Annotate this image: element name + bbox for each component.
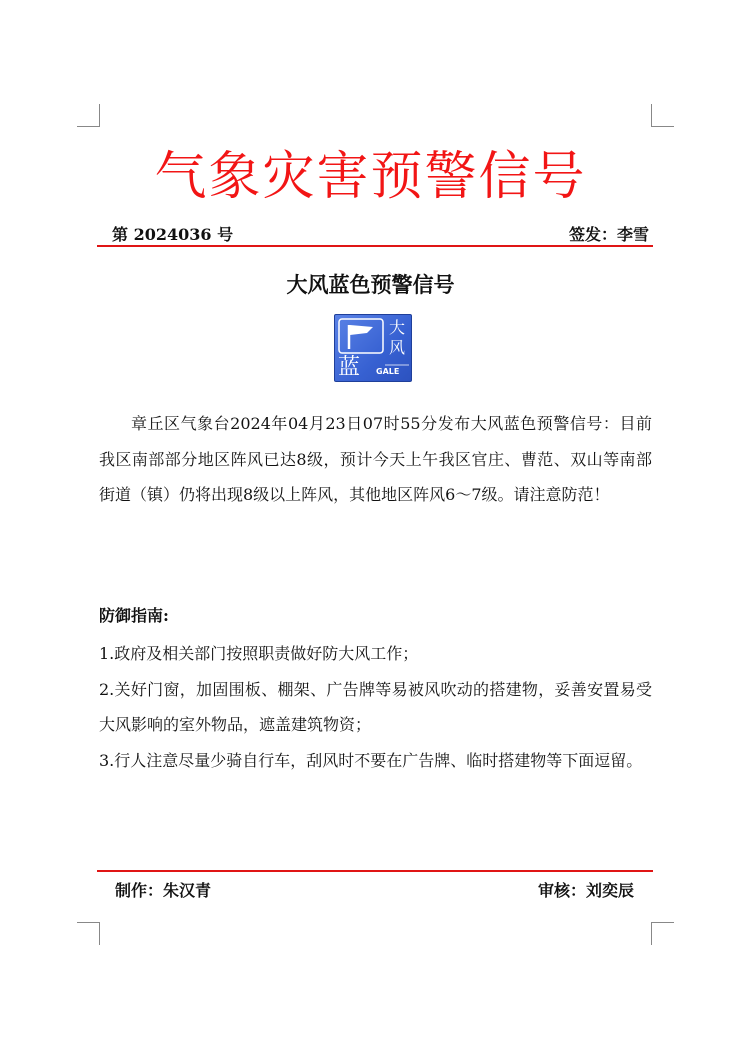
gale-blue-warning-badge [334, 314, 412, 382]
crop-mark-top-left [77, 104, 100, 127]
badge-char-middle: 风 [389, 338, 406, 357]
signed-by: 签发：李雪 [568, 225, 649, 244]
crop-mark-bottom-right [651, 922, 674, 945]
badge-english: GALE [376, 367, 400, 376]
footer-divider [97, 870, 653, 872]
reviewed-by: 审核：刘奕辰 [537, 881, 634, 900]
guide-list [99, 636, 652, 778]
guide-item: 2.关好门窗，加固围板、棚架、广告牌等易被风吹动的搭建物，妥善安置易受大风影响的室外物品，遮盖建筑物资； [99, 679, 652, 734]
badge-char-level: 蓝 [338, 355, 361, 380]
issue-number: 第 2024036 号 [112, 225, 234, 244]
badge-char-top: 大 [389, 318, 406, 337]
made-by: 制作：朱汉青 [115, 881, 212, 900]
crop-mark-bottom-left [77, 922, 100, 945]
guide-item: 1.政府及相关部门按照职责做好防大风工作； [99, 644, 419, 663]
header-divider [97, 245, 653, 247]
crop-mark-top-right [651, 104, 674, 127]
alert-title: 大风蓝色预警信号 [286, 272, 455, 297]
guide-heading: 防御指南: [99, 606, 169, 625]
guide-item: 3.行人注意尽量少骑自行车，刮风时不要在广告牌、临时搭建物等下面逗留。 [99, 750, 643, 770]
alert-paragraph: 章丘区气象台2024年04月23日07时55分发布大风蓝色预警信号：目前我区南部部分地区阵风已达8级，预计今天上午我区官庄、曹范、双山等南部街道（镇）仍将出现8级以上阵风，其他地区阵风6～7级。请注意防范！ [99, 414, 652, 504]
document-title: 气象灾害预警信号 [154, 147, 587, 207]
